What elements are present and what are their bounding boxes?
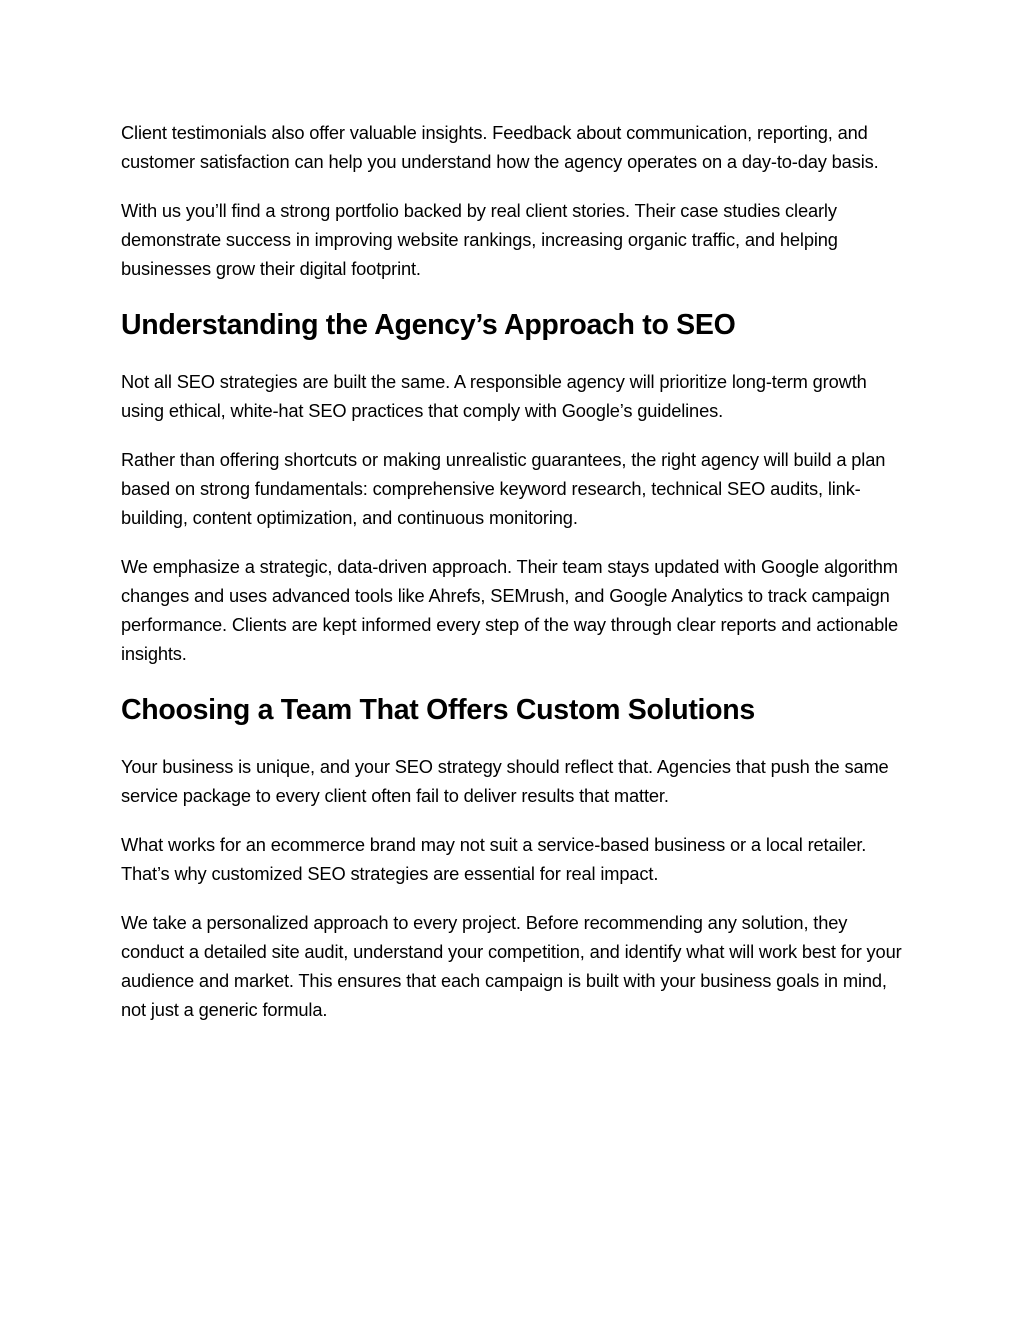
paragraph-personalized: We take a personalized approach to every project. Before recommending any solution, they conduct a detailed site audit, understand your competition, and identify what will work best for your audience and market. This ensures that each campaign is built with your business goals in mind, not just a generic formula. [121,912,902,1020]
paragraph-data-driven: We emphasize a strategic, data-driven approach. Their team stays updated with Google algorithm changes and uses advanced tools like Ahrefs, SEMrush, and Google Analytics to track campaign performance. Clients are kept informed every step of the way through clear reports and actionable insights. [121,556,899,664]
paragraph-testimonials: Client testimonials also offer valuable insights. Feedback about communication, reporting, and customer satisfaction can help you understand how the agency operates on a day-to-day basis. [121,122,879,172]
section-heading-approach: Understanding the Agency’s Approach to SEO [121,309,736,341]
section-heading-custom-solutions: Choosing a Team That Offers Custom Solutions [121,694,755,726]
paragraph-ecommerce: What works for an ecommerce brand may not suit a service-based business or a local retailer. That’s why customized SEO strategies are essential for real impact. [121,834,867,884]
paragraph-strategies: Not all SEO strategies are built the same. A responsible agency will prioritize long-term growth using ethical, white-hat SEO practices that comply with Google’s guidelines. [121,371,867,421]
paragraph-unique-business: Your business is unique, and your SEO strategy should reflect that. Agencies that push the same service package to every client often fail to deliver results that matter. [121,756,889,806]
paragraph-portfolio: With us you’ll find a strong portfolio backed by real client stories. Their case studies clearly demonstrate success in improving website rankings, increasing organic traffic, and helping businesses grow their digital footprint. [121,200,838,279]
document-page [121,118,911,1044]
paragraph-fundamentals: Rather than offering shortcuts or making unrealistic guarantees, the right agency will build a plan based on strong fundamentals: comprehensive keyword research, technical SEO audits, link-building, content optimization, and continuous monitoring. [121,449,886,528]
